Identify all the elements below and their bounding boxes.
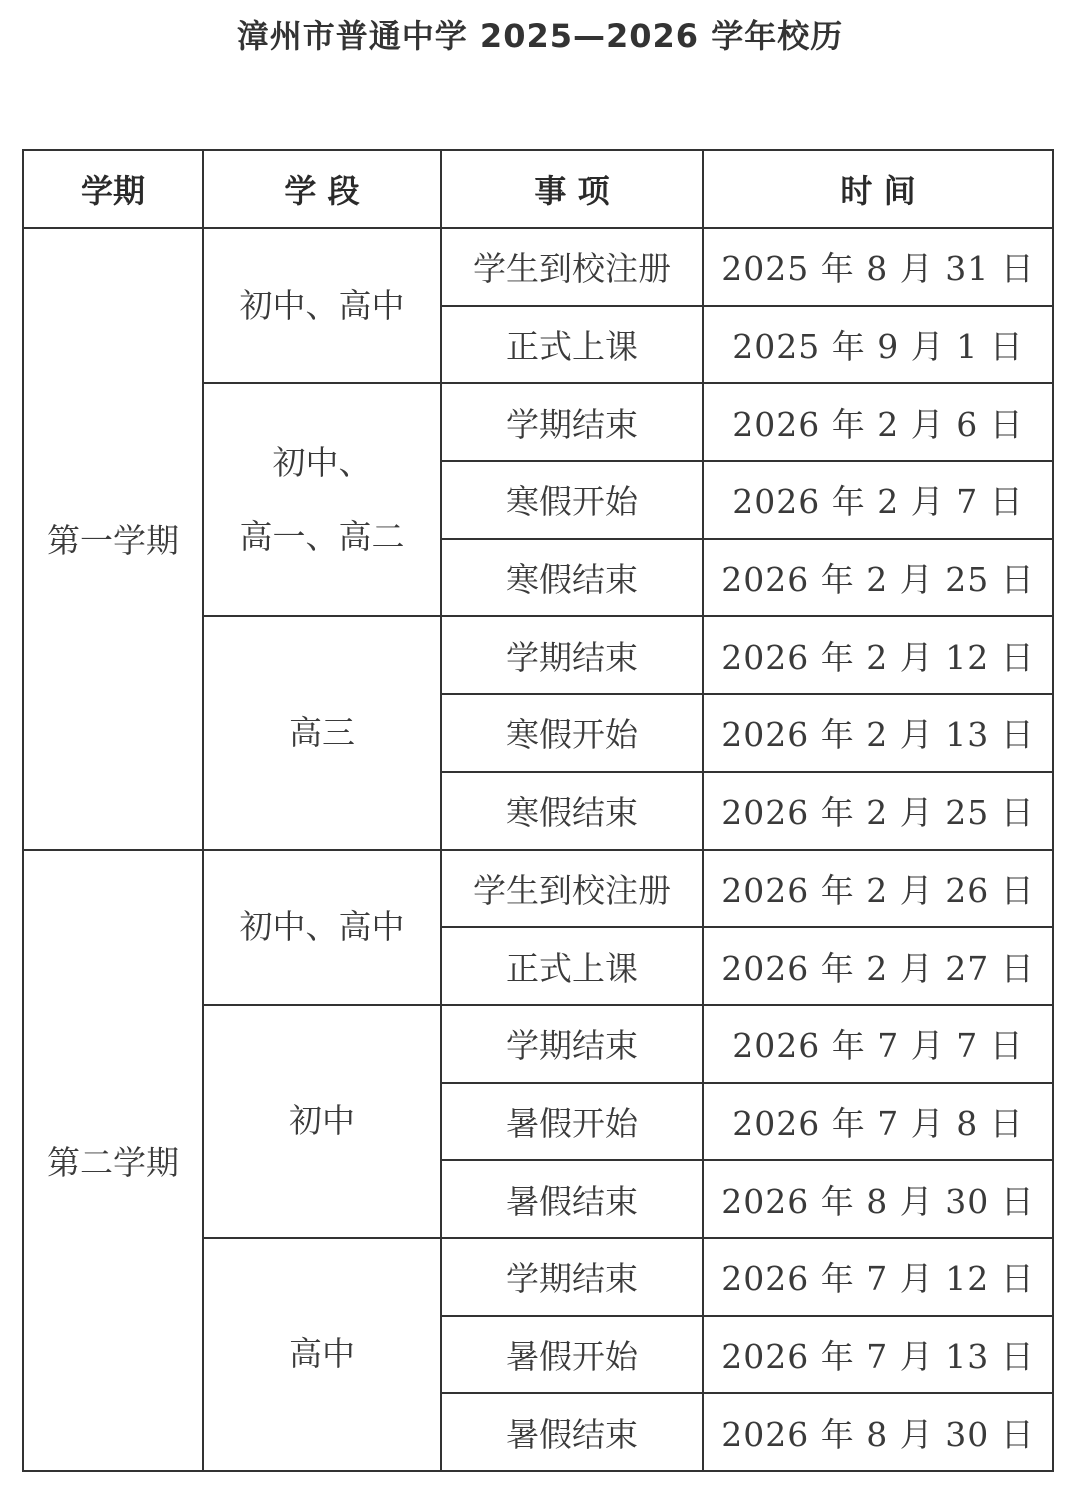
date-cell: 2026 年 7 月 8 日 [703, 1083, 1053, 1161]
item-cell: 寒假开始 [441, 694, 703, 772]
item-cell: 正式上课 [441, 927, 703, 1005]
item-cell: 学期结束 [441, 616, 703, 694]
date-cell: 2026 年 7 月 12 日 [703, 1238, 1053, 1316]
date-cell: 2025 年 9 月 1 日 [703, 306, 1053, 384]
date-cell: 2026 年 2 月 6 日 [703, 383, 1053, 461]
table-body [23, 228, 1053, 1471]
level-cell: 高中 [203, 1238, 441, 1471]
date-cell: 2026 年 2 月 13 日 [703, 694, 1053, 772]
header-term: 学期 [23, 150, 203, 228]
page-title: 漳州市普通中学 2025—2026 学年校历 [236, 17, 844, 55]
table-row [23, 850, 1053, 928]
date-cell: 2026 年 2 月 12 日 [703, 616, 1053, 694]
level-cell: 初中、 高一、高二 [203, 383, 441, 616]
term-cell: 第一学期 [23, 228, 203, 850]
term-cell: 第二学期 [23, 850, 203, 1472]
item-cell: 寒假结束 [441, 539, 703, 617]
item-cell: 学期结束 [441, 383, 703, 461]
header-item: 事 项 [441, 150, 703, 228]
table-header [23, 150, 1053, 228]
item-cell: 寒假结束 [441, 772, 703, 850]
item-cell: 学生到校注册 [441, 228, 703, 306]
date-cell: 2026 年 2 月 7 日 [703, 461, 1053, 539]
item-cell: 学期结束 [441, 1005, 703, 1083]
school-calendar-table [22, 149, 1054, 1472]
date-cell: 2026 年 2 月 26 日 [703, 850, 1053, 928]
item-cell: 暑假开始 [441, 1083, 703, 1161]
level-cell: 初中 [203, 1005, 441, 1238]
date-cell: 2026 年 7 月 7 日 [703, 1005, 1053, 1083]
item-cell: 暑假结束 [441, 1393, 703, 1471]
item-cell: 暑假开始 [441, 1316, 703, 1394]
date-cell: 2026 年 7 月 13 日 [703, 1316, 1053, 1394]
level-cell: 初中、高中 [203, 228, 441, 383]
item-cell: 暑假结束 [441, 1160, 703, 1238]
header-date: 时 间 [703, 150, 1053, 228]
date-cell: 2026 年 8 月 30 日 [703, 1160, 1053, 1238]
date-cell: 2026 年 2 月 25 日 [703, 772, 1053, 850]
level-cell: 高三 [203, 616, 441, 849]
item-cell: 学期结束 [441, 1238, 703, 1316]
date-cell: 2026 年 2 月 27 日 [703, 927, 1053, 1005]
table-row [23, 228, 1053, 306]
date-cell: 2026 年 2 月 25 日 [703, 539, 1053, 617]
header-level: 学 段 [203, 150, 441, 228]
date-cell: 2026 年 8 月 30 日 [703, 1393, 1053, 1471]
level-cell: 初中、高中 [203, 850, 441, 1005]
item-cell: 正式上课 [441, 306, 703, 384]
header-row [23, 150, 1053, 228]
item-cell: 学生到校注册 [441, 850, 703, 928]
date-cell: 2025 年 8 月 31 日 [703, 228, 1053, 306]
item-cell: 寒假开始 [441, 461, 703, 539]
